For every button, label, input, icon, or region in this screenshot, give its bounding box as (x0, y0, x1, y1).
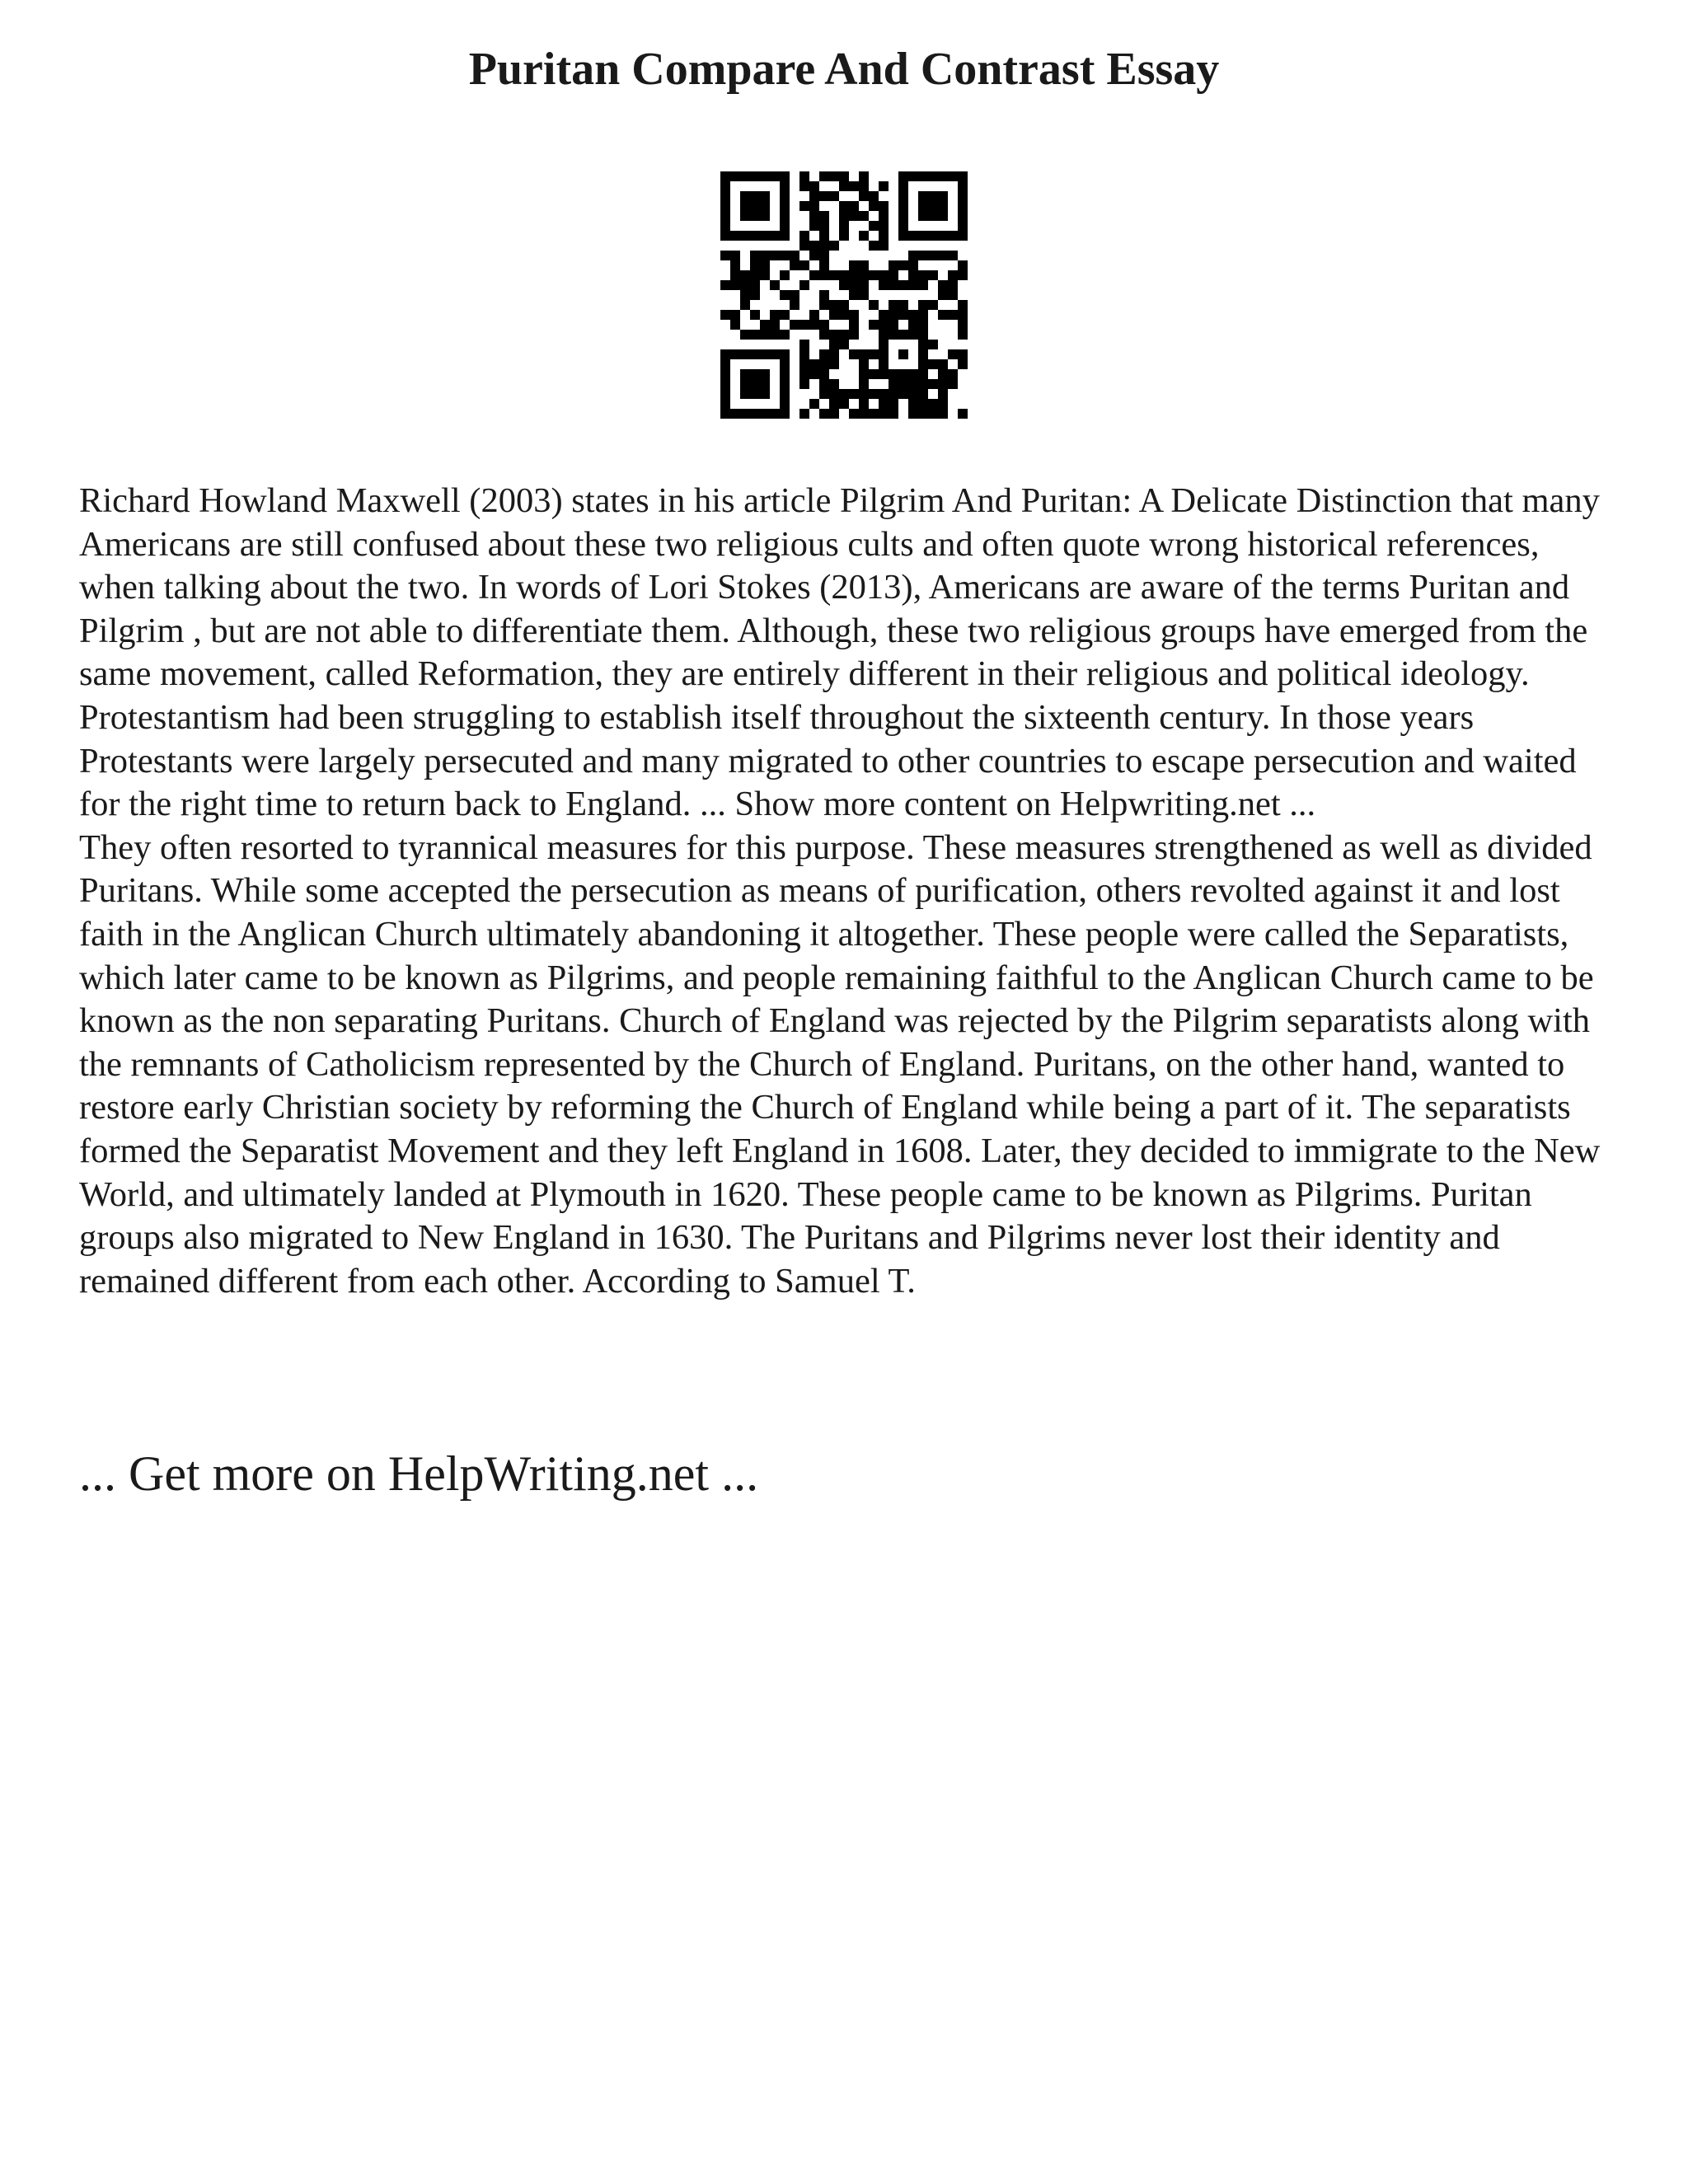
get-more-link[interactable]: ... Get more on HelpWriting.net ... (79, 1446, 759, 1501)
essay-body (79, 480, 1620, 1303)
qr-code-icon (720, 171, 968, 419)
paragraph-2: Protestantism had been struggling to establish itself throughout the sixteenth century. In those years Protestants were largely persecuted and many migrated to other countries to escape persecution and waited for the right time to return back to England. ... Show more content on Helpwriting.net ... (79, 697, 1577, 824)
paragraph-3: They often resorted to tyrannical measures for this purpose. These measures strengthened as well as divided Puritans. While some accepted the persecution as means of purification, others revolted against it and lost faith in the Anglican Church ultimately abandoning it altogether. These people were called the Separatists, which later came to be known as Pilgrims, and people remaining faithful to the Anglican Church came to be known as the non separating Puritans. Church of England was rejected by the Pilgrim separatists along with the remnants of Catholicism represented by the Church of England. Puritans, on the other hand, wanted to restore early Christian society by reforming the Church of England while being a part of it. The separatists formed the Separatist Movement and they left England in 1608. Later, they decided to immigrate to the New World, and ultimately landed at Plymouth in 1620. These people came to be known as Pilgrims. Puritan groups also migrated to New England in 1630. The Puritans and Pilgrims never lost their identity and remained different from each other. According to Samuel T. (79, 827, 1601, 1301)
page-title: Puritan Compare And Contrast Essay (468, 44, 1220, 95)
paragraph-1: Richard Howland Maxwell (2003) states in his article Pilgrim And Puritan: A Delicate Distinction that many Americans are still confused about these two religious cults and often quote wrong historical references, when talking about the two. In words of Lori Stokes (2013), Americans are aware of the terms Puritan and Pilgrim , but are not able to differentiate them. Although, these two religious groups have emerged from the same movement, called Reformation, they are entirely different in their religious and political ideology. (79, 481, 1600, 694)
